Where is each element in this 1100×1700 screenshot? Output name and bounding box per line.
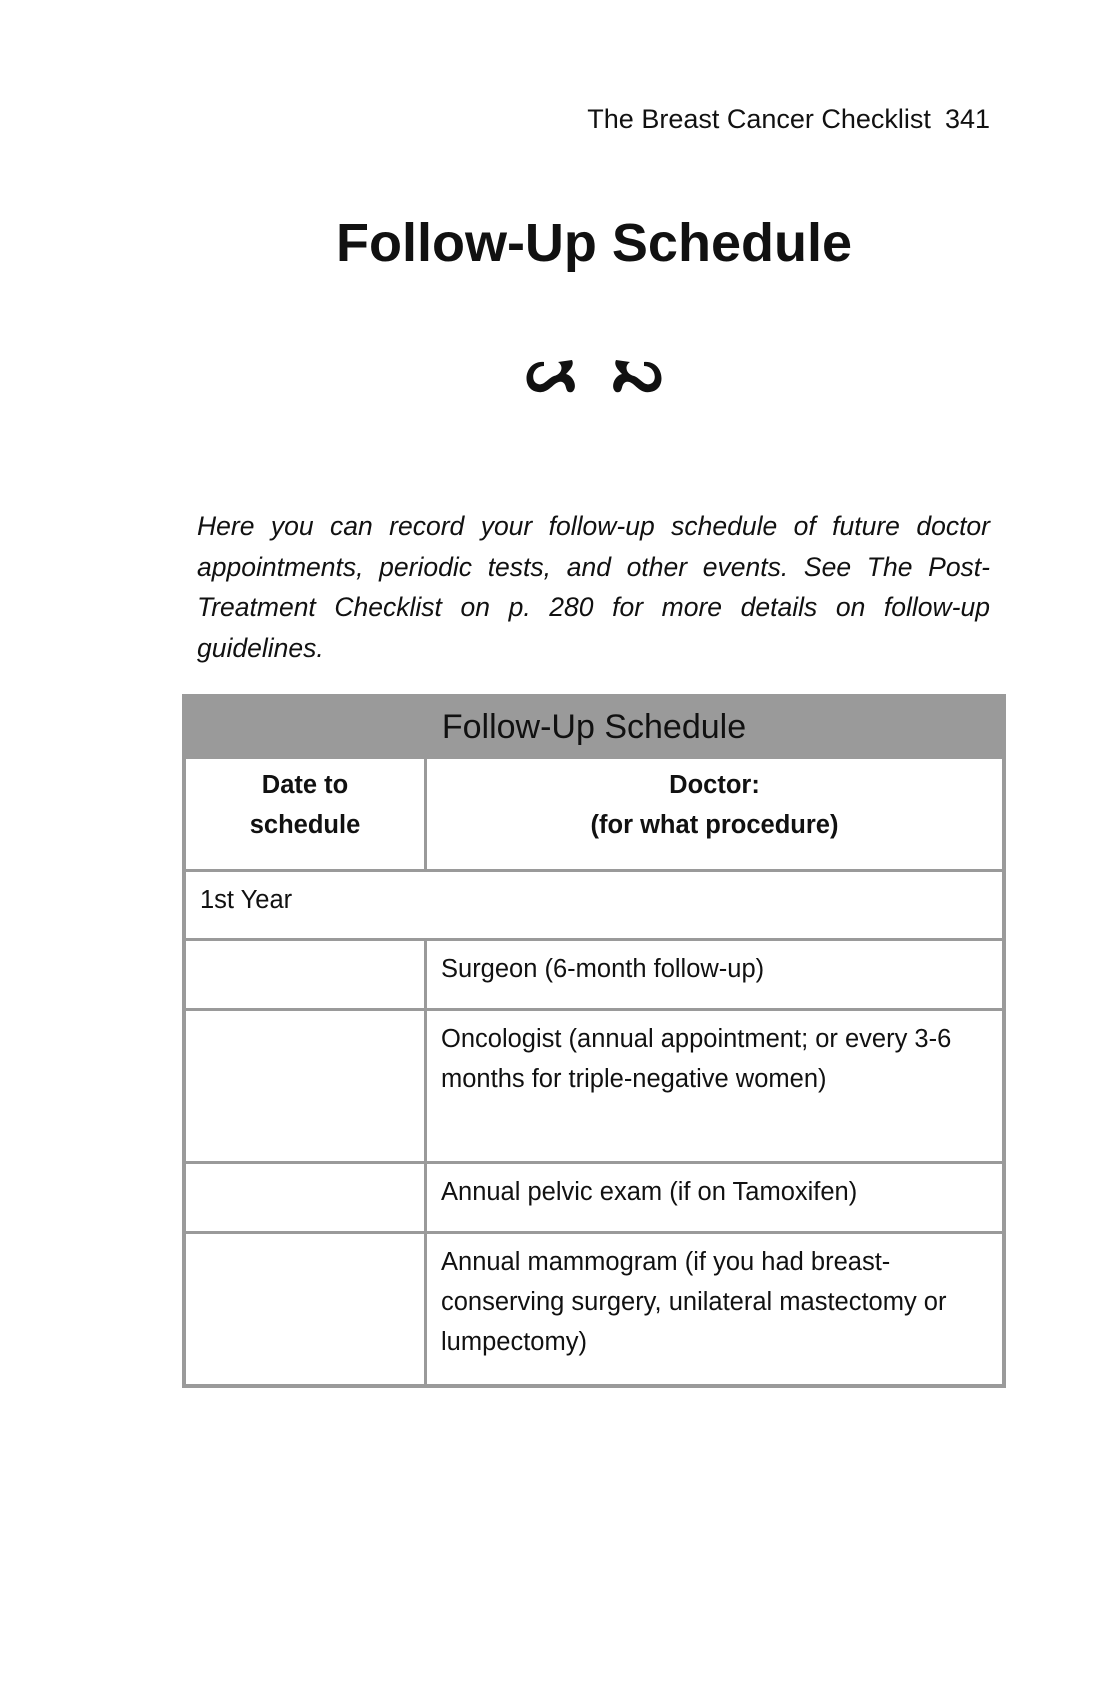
table-row — [184, 1163, 1004, 1233]
date-cell[interactable] — [184, 1163, 426, 1233]
table-title: Follow-Up Schedule — [184, 696, 1004, 758]
item-cell: Annual pelvic exam (if on Tamoxifen) — [426, 1163, 1005, 1233]
running-head — [587, 104, 990, 135]
table-row — [184, 1233, 1004, 1386]
column-header-date — [184, 758, 426, 871]
header-line: Date to — [261, 771, 349, 799]
ornament-icon — [0, 352, 1100, 413]
date-cell[interactable] — [184, 1233, 426, 1386]
section-row: 1st Year — [184, 871, 1004, 940]
intro-paragraph: Here you can record your follow-up schedule of future doctor appointments, periodic tests, and other events. See The Post-Treatment Checklist on p. 280 for more details on follow-up guidelines. — [197, 511, 990, 663]
fleuron-icon — [514, 352, 674, 402]
item-cell: Surgeon (6-month follow-up) — [426, 940, 1005, 1010]
column-header-doctor — [426, 758, 1005, 871]
page-number: 341 — [944, 104, 990, 134]
table-row — [184, 940, 1004, 1010]
table-row — [184, 1010, 1004, 1163]
date-cell[interactable] — [184, 940, 426, 1010]
page-title: Follow-Up Schedule — [335, 213, 852, 273]
header-line: (for what procedure) — [590, 811, 839, 839]
item-cell: Oncologist (annual appointment; or every 3-6 months for triple-negative women) — [426, 1010, 1005, 1163]
date-cell[interactable] — [184, 1010, 426, 1163]
item-cell: Annual mammogram (if you had breast-conserving surgery, unilateral mastectomy or lumpectomy) — [426, 1233, 1005, 1386]
book-title: The Breast Cancer Checklist — [587, 104, 931, 134]
header-line: Doctor: — [669, 771, 760, 799]
header-line: schedule — [249, 811, 361, 839]
follow-up-table — [182, 694, 1006, 1388]
